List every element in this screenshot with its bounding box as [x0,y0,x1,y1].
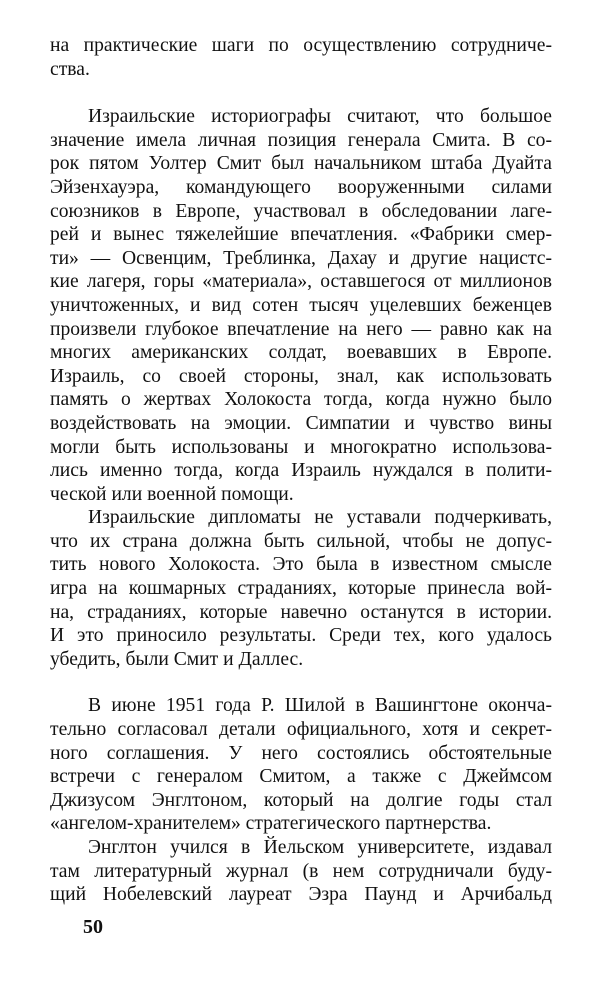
text-line: рей и вынес тяжелейшие впечатления. «Фабрики смер- [50,224,552,246]
text-line: встречи с генералом Смитом, а также с Джеймсом [50,766,552,788]
text-line: убедить, были Смит и Даллес. [50,648,304,670]
text-line: уничтоженных, и вид сотен тысяч уцелевших беженцев [50,294,552,316]
text-line: многих американских солдат, воевавших в Европе. [50,342,552,364]
page-number: 50 [83,916,103,938]
page-body [50,34,552,907]
paragraph-5 [50,836,552,907]
text-line: ства. [50,58,90,80]
paragraph-4 [50,694,552,836]
text-line: тить нового Холокоста. Это была в известном смысле [50,554,552,576]
paragraph-1 [50,34,552,81]
text-line: В июне 1951 года Р. Шилой в Вашингтоне оконча- [88,695,552,717]
text-line: ного соглашения. У него состоялись обстоятельные [50,742,552,764]
text-line: Эйзенхауэра, командующего вооруженными силами [50,176,552,198]
text-line: щий Нобелевский лауреат Эзра Паунд и Арчибальд [50,884,552,906]
text-line: лись именно тогда, когда Израиль нуждался в полити- [50,460,552,482]
paragraph-gap [50,81,552,105]
text-line: «ангелом-хранителем» стратегического партнерства. [50,813,492,835]
text-line: тельно согласовал детали официального, хотя и секрет- [50,719,552,741]
text-line: Израильские дипломаты не уставали подчеркивать, [88,507,552,529]
text-line: что их страна должна быть сильной, чтобы не допус- [50,530,552,552]
text-line: там литературный журнал (в нем сотрудничали буду- [50,860,552,882]
text-line: память о жертвах Холокоста тогда, когда нужно было [50,389,552,411]
text-line: Энглтон учился в Йельском университете, издавал [88,837,552,858]
text-line: произвели глубокое впечатление на него — равно как на [50,318,552,340]
paragraph-gap [50,671,552,694]
text-line: кие лагеря, горы «материала», оставшегося от миллионов [50,271,552,293]
text-line: воздействовать на эмоции. Симпатии и чувство вины [50,412,552,434]
text-line: рок пятом Уолтер Смит был начальником штаба Дуайта [50,153,552,175]
text-line: ческой или военной помощи. [50,483,294,505]
text-line: И это приносило результаты. Среди тех, кого удалось [50,625,552,647]
text-line: Израиль, со своей стороны, знал, как использовать [50,365,552,387]
text-line: на, страданиях, которые навечно останутся в истории. [50,601,552,623]
paragraph-3 [50,506,552,671]
text-line: значение имела личная позиция генерала Смита. В со- [50,129,552,151]
text-line: могли быть использованы и многократно использова- [50,436,552,458]
text-line: Джизусом Энглтоном, который на долгие годы стал [50,789,552,811]
text-line: на практические шаги по осуществлению сотрудниче- [50,35,552,56]
text-line: ти» — Освенцим, Треблинка, Дахау и другие нацистс- [50,247,552,269]
text-line: союзников в Европе, участвовал в обследовании лаге- [50,200,552,222]
text-line: Израильские историографы считают, что большое [88,106,552,128]
text-line: игра на кошмарных страданиях, которые принесла вой- [50,578,552,600]
paragraph-2 [50,105,552,506]
